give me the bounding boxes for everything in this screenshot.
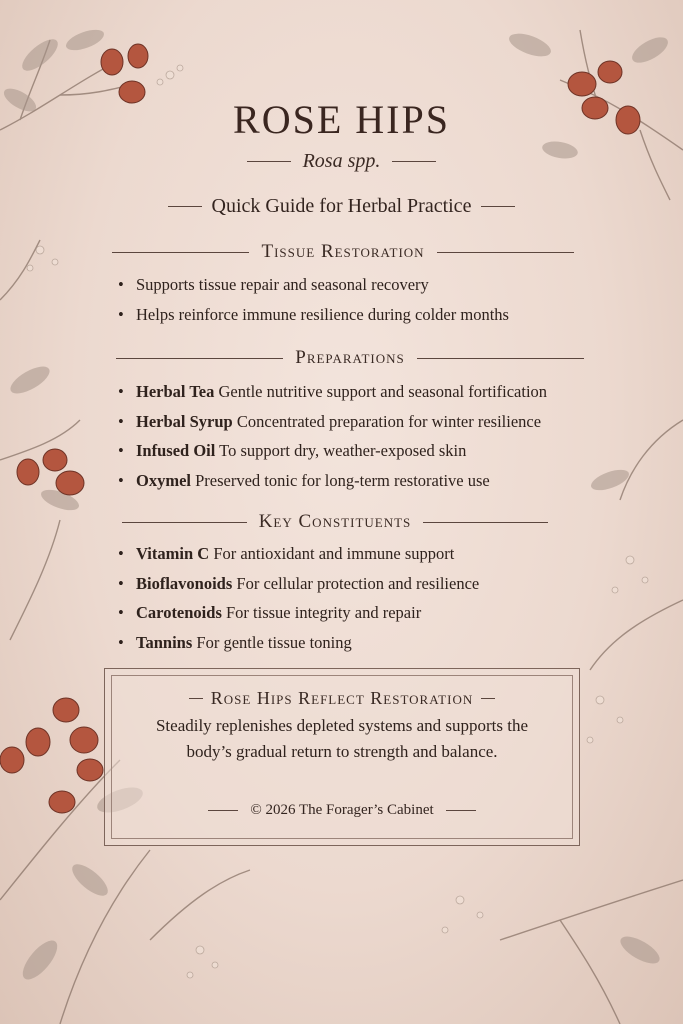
- divider-line: [247, 161, 291, 162]
- section-title: Tissue Restoration: [261, 241, 425, 262]
- section-heading-tissue-restoration: [112, 241, 574, 263]
- item-text: Supports tissue repair and seasonal recovery: [136, 275, 429, 294]
- list-item: [118, 381, 547, 411]
- item-text: For cellular protection and resilience: [236, 573, 480, 593]
- key-constituents-list: [118, 543, 479, 661]
- item-label: Carotenoids: [136, 603, 222, 622]
- item-label: Herbal Tea: [136, 382, 215, 401]
- list-item: [118, 440, 547, 470]
- list-item: [118, 411, 547, 441]
- preparations-list: [118, 381, 547, 499]
- latin-name: Rosa spp.: [302, 150, 381, 172]
- list-item: [118, 573, 479, 603]
- item-label: Oxymel: [136, 470, 191, 490]
- panel-heading: Rose Hips Reflect Restoration: [210, 688, 474, 708]
- list-item: [118, 602, 479, 632]
- divider-line: [392, 161, 436, 162]
- item-label: Vitamin C: [136, 544, 210, 563]
- divider-line: [112, 252, 249, 253]
- item-label: Herbal Syrup: [136, 411, 233, 431]
- item-text: For tissue integrity and repair: [226, 603, 422, 622]
- divider-line: [481, 698, 495, 699]
- copyright-row: [105, 802, 579, 819]
- item-label: Bioflavonoids: [136, 573, 233, 593]
- tagline: Quick Guide for Herbal Practice: [211, 195, 472, 217]
- divider-line: [116, 358, 283, 359]
- list-item: [118, 632, 479, 662]
- page-title: ROSE HIPS: [233, 97, 450, 142]
- item-text: Helps reinforce immune resilience during colder months: [136, 304, 509, 324]
- divider-line: [122, 522, 247, 523]
- panel-heading-row: [105, 688, 579, 709]
- item-label: Infused Oil: [136, 441, 216, 460]
- item-text: Concentrated preparation for winter resilience: [236, 411, 542, 431]
- item-text: For antioxidant and immune support: [213, 544, 455, 563]
- section-title: Preparations: [295, 347, 405, 368]
- tissue-restoration-list: [118, 274, 509, 333]
- divider-line: [481, 206, 515, 207]
- divider-line: [189, 698, 203, 699]
- panel-text: Steadily replenishes depleted systems and supports the body’s gradual return to strength and balance.: [155, 716, 529, 761]
- section-title: Key Constituents: [258, 511, 412, 532]
- divider-line: [208, 810, 238, 811]
- list-item: [118, 543, 479, 573]
- section-heading-preparations: [116, 347, 584, 369]
- item-text: For gentle tissue toning: [196, 632, 352, 652]
- summary-panel: [104, 668, 580, 846]
- list-item: [118, 274, 509, 304]
- divider-line: [168, 206, 202, 207]
- divider-line: [437, 252, 574, 253]
- item-text: Preserved tonic for long-term restorative use: [195, 470, 490, 490]
- copyright: © 2026 The Forager’s Cabinet: [250, 802, 434, 818]
- item-text: To support dry, weather-exposed skin: [219, 441, 467, 460]
- divider-line: [423, 522, 548, 523]
- tagline-row: [0, 195, 683, 218]
- item-label: Tannins: [136, 632, 193, 652]
- item-text: Gentle nutritive support and seasonal fortification: [218, 382, 548, 401]
- latin-name-row: [0, 150, 683, 173]
- divider-line: [417, 358, 584, 359]
- list-item: [118, 304, 509, 334]
- section-heading-key-constituents: [122, 511, 548, 533]
- list-item: [118, 470, 547, 500]
- divider-line: [446, 810, 476, 811]
